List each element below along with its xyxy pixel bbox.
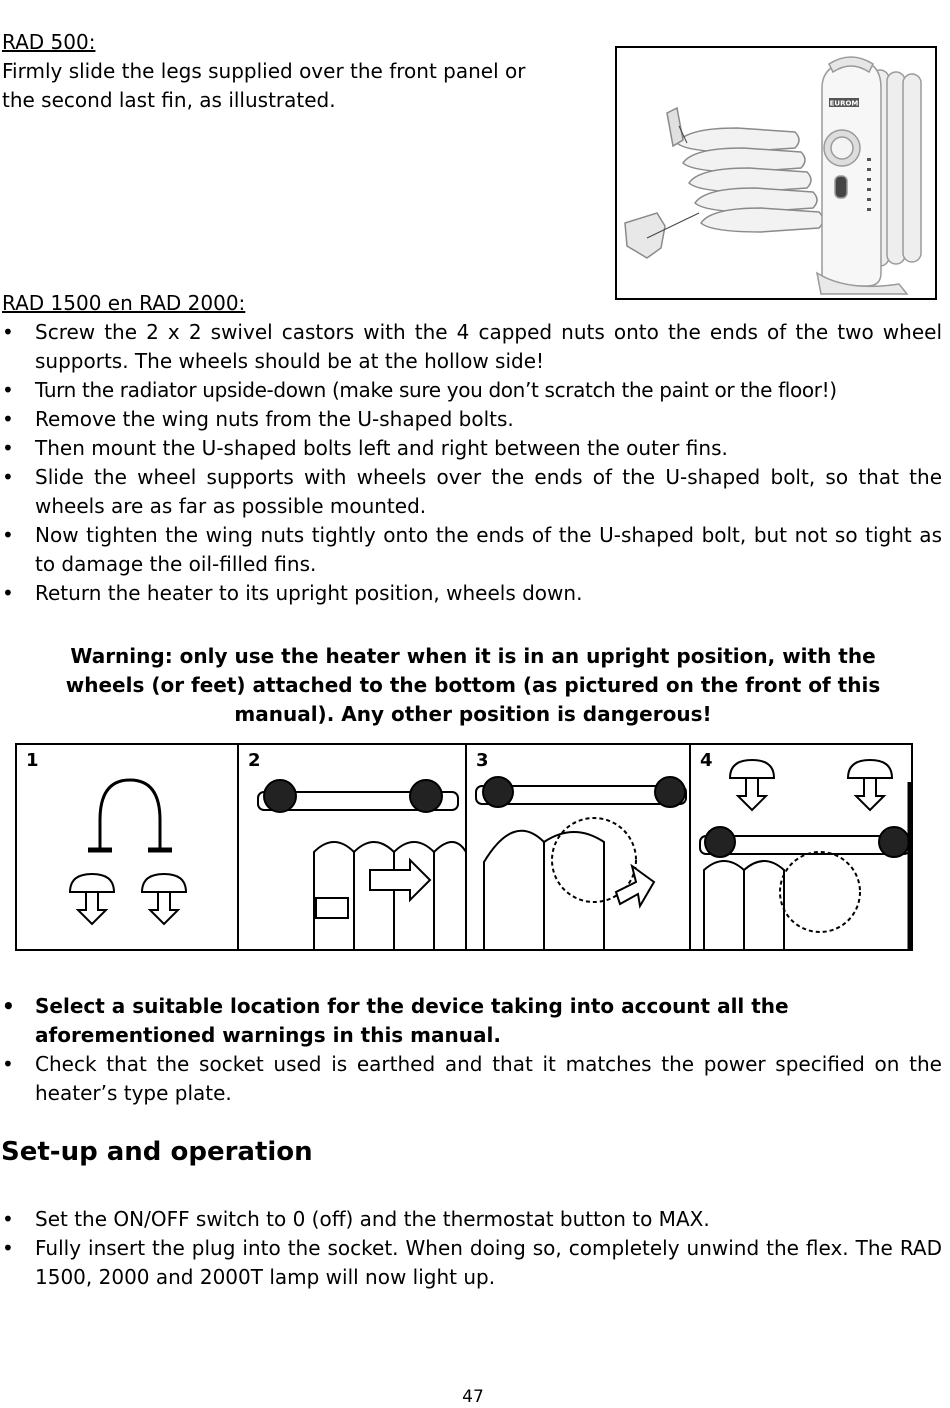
- warning-line-2: wheels (or feet) attached to the bottom (as pictured on the front of this: [65, 673, 881, 697]
- list-item: • Check that the socket used is earthed and that it matches the power specified on the heater’s type plate.: [0, 1050, 942, 1108]
- steps-drawing: [14, 742, 914, 954]
- rad1500-heading: RAD 1500 en RAD 2000:: [2, 291, 246, 315]
- list-item: • Screw the 2 x 2 swivel castors with the 4 capped nuts onto the ends of the two wheel supports. The wheels should be at the hollow side!: [0, 318, 942, 376]
- location-list: [0, 992, 942, 1108]
- list-item: • Now tighten the wing nuts tightly onto the ends of the U-shaped bolt, but not so tight as to damage the oil-filled fins.: [0, 521, 942, 579]
- list-item: • Set the ON/OFF switch to 0 (off) and the thermostat button to MAX.: [0, 1205, 942, 1234]
- rad500-section: [2, 28, 592, 115]
- page-number: 47: [462, 1387, 484, 1407]
- assembly-steps-figure: [14, 742, 914, 954]
- step-label-1: 1: [26, 750, 39, 771]
- step-label-3: 3: [476, 750, 489, 771]
- list-item: • Then mount the U-shaped bolts left and right between the outer fins.: [0, 434, 942, 463]
- location-bullet-1: Select a suitable location for the device taking into account all the aforementioned warnings in this manual.: [35, 994, 789, 1047]
- list-item: • Slide the wheel supports with wheels over the ends of the U-shaped bolt, so that the wheels are as far as possible mounted.: [0, 463, 942, 521]
- list-item: • Fully insert the plug into the socket. When doing so, completely unwind the flex. The RAD 1500, 2000 and 2000T lamp will now light up.: [0, 1234, 942, 1292]
- warning-line-3: manual). Any other position is dangerous!: [234, 702, 712, 726]
- radiator-legs-illustration: [615, 46, 937, 300]
- radiator-drawing: [617, 48, 935, 298]
- list-item: • Remove the wing nuts from the U-shaped bolts.: [0, 405, 942, 434]
- list-item: • Turn the radiator upside-down (make sure you don’t scratch the paint or the floor!): [0, 376, 942, 405]
- setup-list: [0, 1205, 942, 1292]
- rad500-line-2: the second last fin, as illustrated.: [2, 88, 336, 112]
- list-item: • Return the heater to its upright position, wheels down.: [0, 579, 942, 608]
- assembly-steps-list: [0, 318, 942, 608]
- warning-text: [0, 642, 946, 729]
- rad500-heading: RAD 500:: [2, 30, 96, 54]
- rad500-line-1: Firmly slide the legs supplied over the front panel or: [2, 59, 526, 83]
- warning-line-1: Warning: only use the heater when it is in an upright position, with the: [70, 644, 876, 668]
- step-label-2: 2: [248, 750, 261, 771]
- brand-logo: EUROM: [829, 99, 859, 108]
- section-heading: Set-up and operation: [1, 1137, 313, 1167]
- step-label-4: 4: [700, 750, 713, 771]
- list-item: [0, 992, 942, 1050]
